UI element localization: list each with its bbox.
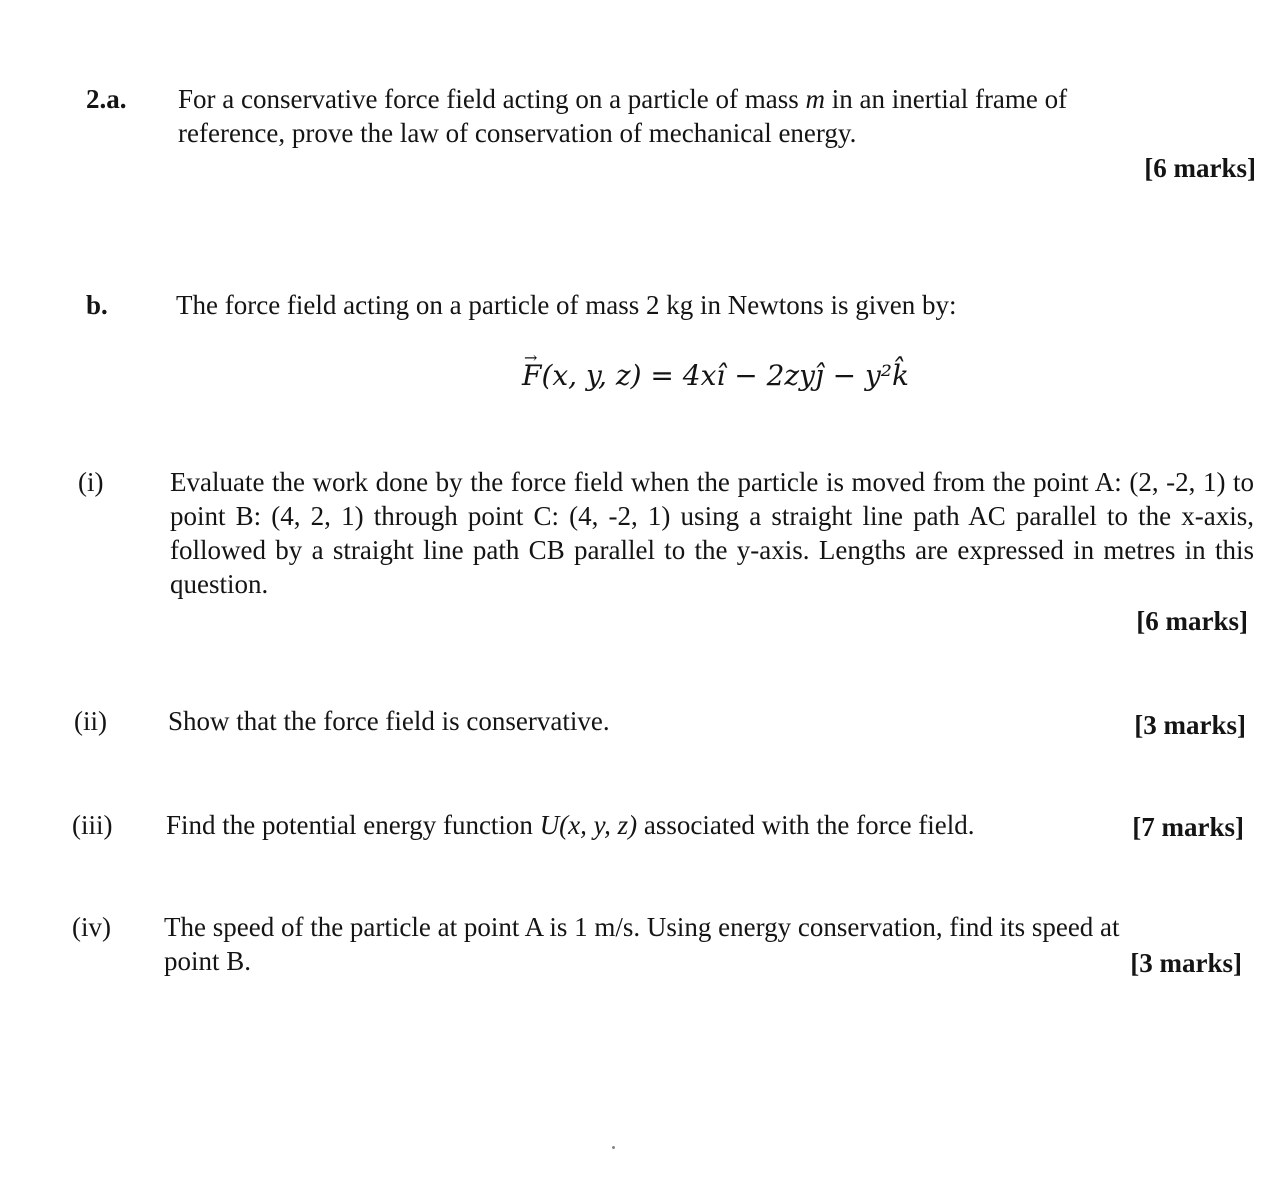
force-rhs: 4xî − 2zyĵ − y²k̂ xyxy=(682,359,909,392)
part-i-text: Evaluate the work done by the force field when the particle is moved from the point A: (2, -2, 1) to point B: (4, 2, 1) through point C: (4, -2, 1) using a straight line path AC parallel to the x-axis, followed by a straight line path CB parallel to the y-axis. Lengths are expressed in metres in this question. xyxy=(170,467,1254,599)
question-2a-marks: [6 marks] xyxy=(1144,153,1256,183)
force-vector-symbol: → F xyxy=(522,358,541,394)
potential-function: U(x, y, z) xyxy=(539,810,638,840)
part-i-label: (i) xyxy=(78,467,104,497)
question-2b-label: b. xyxy=(86,290,108,320)
equals-sign: = xyxy=(641,359,683,392)
force-args: (x, y, z) xyxy=(541,359,642,392)
part-iv-line1: The speed of the particle at point A is 1 m/s. Using energy conservation, find its speed at xyxy=(164,912,1120,942)
mass-symbol: m xyxy=(805,84,825,114)
part-iii-label: (iii) xyxy=(72,810,113,840)
question-2a-label: 2.a. xyxy=(86,84,127,114)
question-2a-text xyxy=(178,82,1264,150)
part-iv-label: (iv) xyxy=(72,912,111,942)
part-ii-label: (ii) xyxy=(74,706,107,736)
part-iv-text xyxy=(164,910,1248,978)
part-ii-marks: [3 marks] xyxy=(1134,710,1246,740)
part-iii-text: Find the potential energy function U(x, y, z) associated with the force field. xyxy=(166,810,975,840)
part-i-marks: [6 marks] xyxy=(1136,606,1248,636)
force-field-equation xyxy=(522,358,909,394)
scan-speck xyxy=(612,1146,615,1149)
question-2b-text: The force field acting on a particle of mass 2 kg in Newtons is given by: xyxy=(176,290,957,320)
part-iv-line2: point B. xyxy=(164,946,252,976)
part-iii-marks: [7 marks] xyxy=(1132,812,1244,842)
part-ii-text: Show that the force field is conservative. xyxy=(168,706,610,736)
question-2a-line2: reference, prove the law of conservation of mechanical energy. xyxy=(178,118,857,148)
part-iv-marks: [3 marks] xyxy=(1130,948,1242,978)
question-2a-line1: For a conservative force field acting on a particle of mass m in an inertial frame of xyxy=(178,84,1068,114)
